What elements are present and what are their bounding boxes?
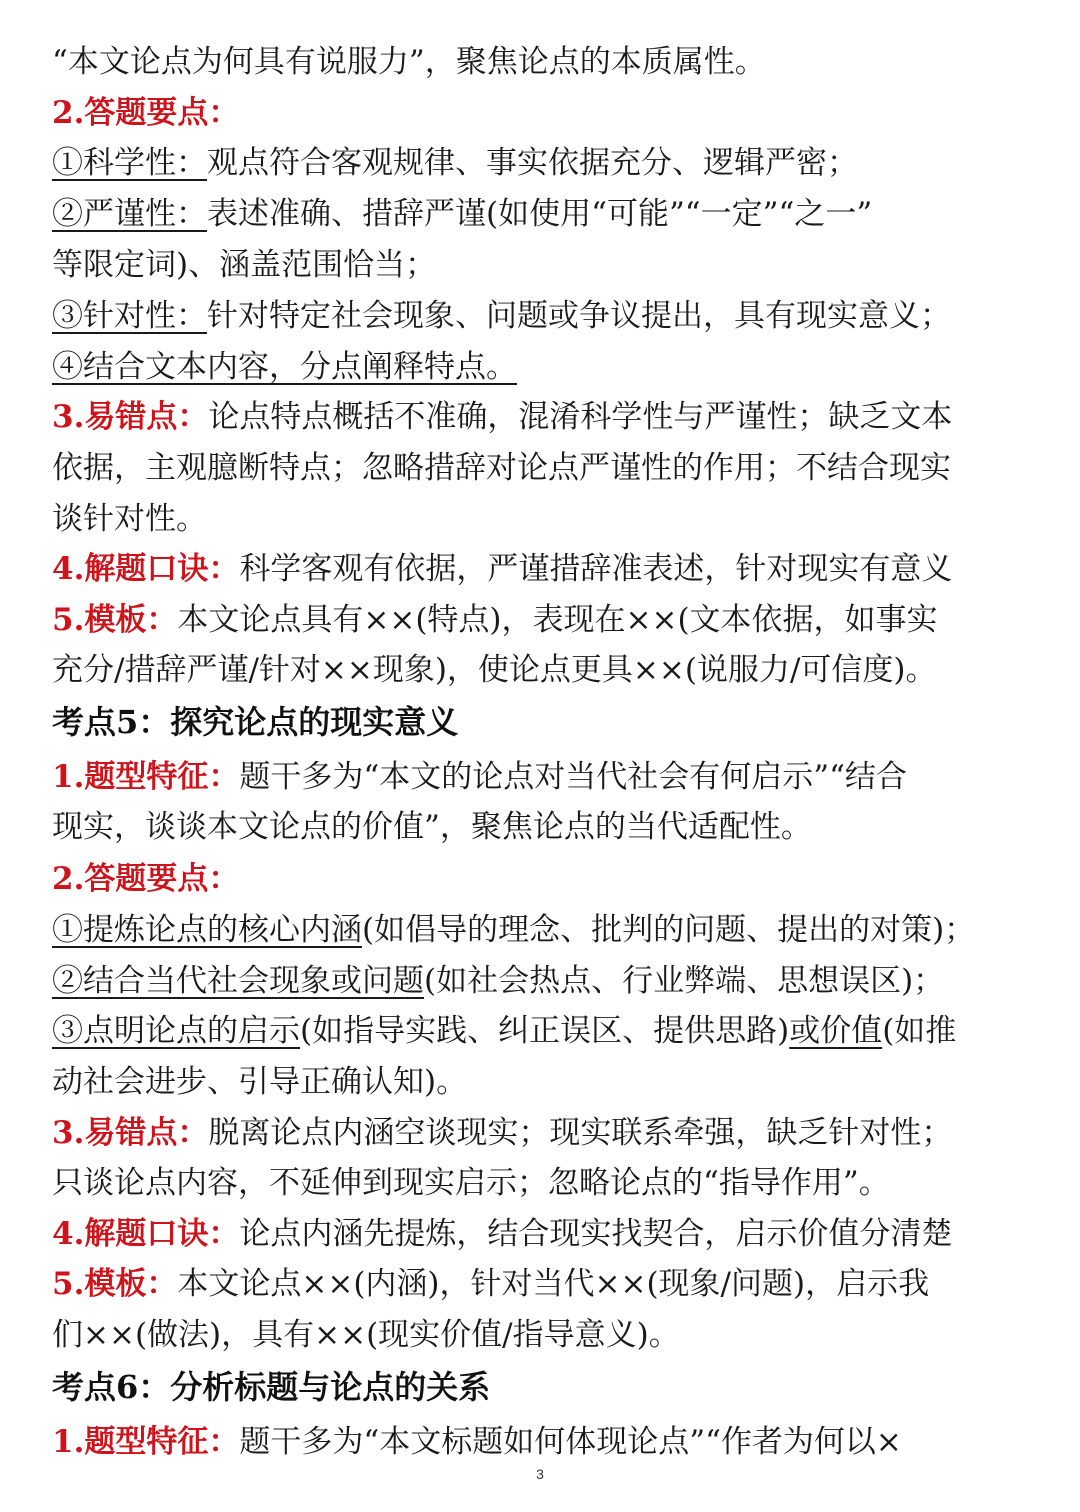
body-text: (如指导实践、纠正误区、提供思路)	[300, 1013, 790, 1049]
text-line	[52, 499, 1032, 539]
section-heading: 考点5：探究论点的现实意义	[52, 703, 459, 741]
item-label: 4.解题口诀：	[52, 1216, 240, 1252]
body-text: 针对特定社会现象、问题或争议提出，具有现实意义；	[207, 298, 951, 334]
underlined-text: ③针对性：	[52, 298, 207, 334]
body-text: 论点特点概括不准确，混淆科学性与严谨性；缺乏文本	[208, 399, 953, 435]
text-line	[52, 757, 1032, 797]
text-line	[52, 194, 1032, 234]
body-text: (如社会热点、行业弊端、思想误区)；	[424, 963, 945, 999]
text-line	[52, 448, 1032, 488]
underlined-text: ③点明论点的启示	[52, 1013, 300, 1049]
underlined-text: 或价值	[789, 1013, 883, 1049]
text-line	[52, 93, 1032, 133]
body-text: 本文论点具有××(特点)，表现在××(文本依据，如事实	[177, 602, 938, 638]
text-line	[52, 347, 1032, 387]
body-text: 脱离论点内涵空谈现实；现实联系牵强，缺乏针对性；	[208, 1115, 953, 1151]
text-line	[52, 1264, 1032, 1304]
text-line	[52, 397, 1032, 437]
body-text: (如推	[882, 1013, 957, 1049]
text-line	[52, 910, 1032, 950]
body-text: “本文论点为何具有说服力”，聚焦论点的本质属性。	[52, 44, 766, 80]
text-line	[52, 1011, 1032, 1051]
item-label: 1.题型特征：	[52, 759, 240, 795]
section-heading: 考点6：分析标题与论点的关系	[52, 1368, 491, 1406]
body-text: 题干多为“本文的论点对当代社会有何启示”“结合	[239, 759, 907, 795]
body-text: 等限定词)、涵盖范围恰当；	[52, 247, 437, 283]
body-text: 表述准确、措辞严谨(如使用“可能”“一定”“之一”	[207, 196, 873, 232]
item-label: 1.题型特征：	[52, 1424, 240, 1460]
body-text: 题干多为“本文标题如何体现论点”“作者为何以×	[239, 1424, 902, 1460]
body-text: 现实，谈谈本文论点的价值”，聚焦论点的当代适配性。	[52, 809, 812, 845]
text-line	[52, 859, 1032, 899]
text-line	[52, 296, 1032, 336]
body-text: 充分/措辞严谨/针对××现象)，使论点更具××(说服力/可信度)。	[52, 652, 937, 688]
text-line	[52, 549, 1032, 589]
item-label: 3.易错点：	[52, 399, 209, 435]
underlined-text: ①提炼论点的核心内涵	[52, 912, 362, 948]
text-line	[52, 245, 1032, 285]
text-line	[52, 600, 1032, 640]
item-label: 3.易错点：	[52, 1115, 209, 1151]
text-line	[52, 42, 1032, 82]
underlined-text: ①科学性：	[52, 145, 207, 181]
text-line	[52, 1113, 1032, 1153]
item-label: 2.答题要点：	[52, 861, 240, 897]
body-text: 谈针对性。	[52, 501, 207, 537]
body-text: 动社会进步、引导正确认知)。	[52, 1064, 468, 1100]
item-label: 2.答题要点：	[52, 95, 240, 131]
body-text: 论点内涵先提炼，结合现实找契合，启示价值分清楚	[239, 1216, 953, 1252]
text-line	[52, 1214, 1032, 1254]
body-text: 科学客观有依据，严谨措辞准表述，针对现实有意义	[239, 551, 953, 587]
text-line	[52, 1315, 1032, 1355]
underlined-text: ④结合文本内容，分点阐释特点。	[52, 349, 517, 385]
text-line	[52, 1422, 1032, 1462]
text-line	[52, 1367, 1032, 1408]
underlined-text: ②结合当代社会现象或问题	[52, 963, 424, 999]
text-line	[52, 1163, 1032, 1203]
text-line	[52, 961, 1032, 1001]
body-text: (如倡导的理念、批判的问题、提出的对策)；	[362, 912, 976, 948]
text-line	[52, 702, 1032, 743]
text-line	[52, 807, 1032, 847]
page-number: 3	[536, 1466, 544, 1482]
item-label: 5.模板：	[52, 602, 178, 638]
underlined-text: ②严谨性：	[52, 196, 207, 232]
text-line	[52, 143, 1032, 183]
item-label: 5.模板：	[52, 1266, 178, 1302]
body-text: 们××(做法)，具有××(现实价值/指导意义)。	[52, 1317, 680, 1353]
text-line	[52, 1062, 1032, 1102]
item-label: 4.解题口诀：	[52, 551, 240, 587]
body-text: 本文论点××(内涵)，针对当代××(现象/问题)，启示我	[177, 1266, 930, 1302]
body-text: 观点符合客观规律、事实依据充分、逻辑严密；	[207, 145, 858, 181]
body-text: 只谈论点内容，不延伸到现实启示；忽略论点的“指导作用”。	[52, 1165, 890, 1201]
body-text: 依据，主观臆断特点；忽略措辞对论点严谨性的作用；不结合现实	[52, 450, 951, 486]
text-line	[52, 650, 1032, 690]
